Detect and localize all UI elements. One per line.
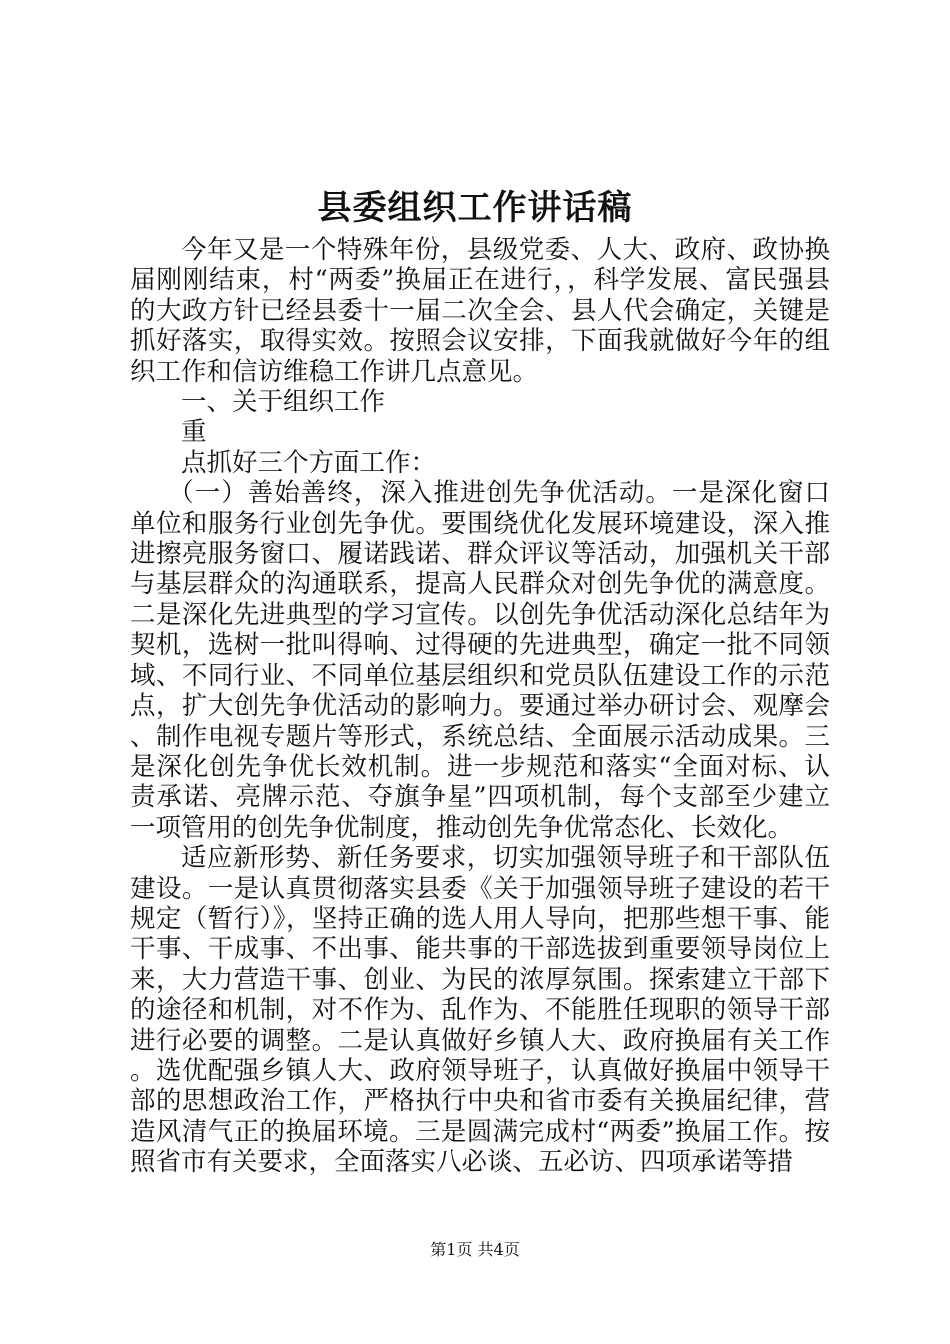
paragraph-lead: 点抓好三个方面工作： (181, 447, 437, 478)
paragraph-item-two: 适应新形势、新任务要求，切实加强领导班子和干部队伍建设。一是认真贯彻落实县委《关于加强领导班子建设的若干规定（暂行）》，坚持正确的选人用人导向，把那些想干事、能干事、干成事、不出事、能共事的干部选拔到重要领导岗位上来，大力营造干事、创业、为民的浓厚氛围。探索建立干部下的途径和机制，对不作为、乱作为、不能胜任现职的领导干部进行必要的调整。二是认真做好乡镇人大、政府换届有关工作。选优配强乡镇人大、政府领导班子，认真做好换届中领导干部的思想政治工作，严格执行中央和省市委有关换届纪律，营造风清气正的换届环境。三是圆满完成村“两委”换届工作。按照省市有关要求，全面落实八必谈、五必访、四项承诺等措 (130, 843, 830, 1178)
paragraph-fragment: 重 (181, 417, 207, 448)
paragraph-item-one: （一）善始善终，深入推进创先争优活动。一是深化窗口单位和服务行业创先争优。要围绕优化发展环境建设，深入推进擦亮服务窗口、履诺践诺、群众评议等活动，加强机关干部与基层群众的沟通联系，提高人民群众对创先争优的满意度。二是深化先进典型的学习宣传。以创先争优活动深化总结年为契机，选树一批叫得响、过得硬的先进典型，确定一批不同领域、不同行业、不同单位基层组织和党员队伍建设工作的示范点，扩大创先争优活动的影响力。要通过举办研讨会、观摩会、制作电视专题片等形式，系统总结、全面展示活动成果。三是深化创先争优长效机制。进一步规范和落实“全面对标、认责承诺、亮牌示范、夺旗争星”四项机制，每个支部至少建立一项管用的创先争优制度，推动创先争优常态化、长效化。 (130, 478, 830, 843)
document-title: 县委组织工作讲话稿 (317, 188, 633, 228)
document-body (130, 235, 830, 1178)
paragraph-intro: 今年又是一个特殊年份，县级党委、人大、政府、政协换届刚刚结束，村“两委”换届正在进行，，科学发展、富民强县的大政方针已经县委十一届二次全会、县人代会确定，关键是抓好落实，取得实效。按照会议安排，下面我就做好今年的组织工作和信访维稳工作讲几点意见。 (130, 235, 830, 387)
section-heading: 一、关于组织工作 (181, 387, 386, 418)
page-number-footer: 第1页 共4页 (430, 1240, 520, 1259)
